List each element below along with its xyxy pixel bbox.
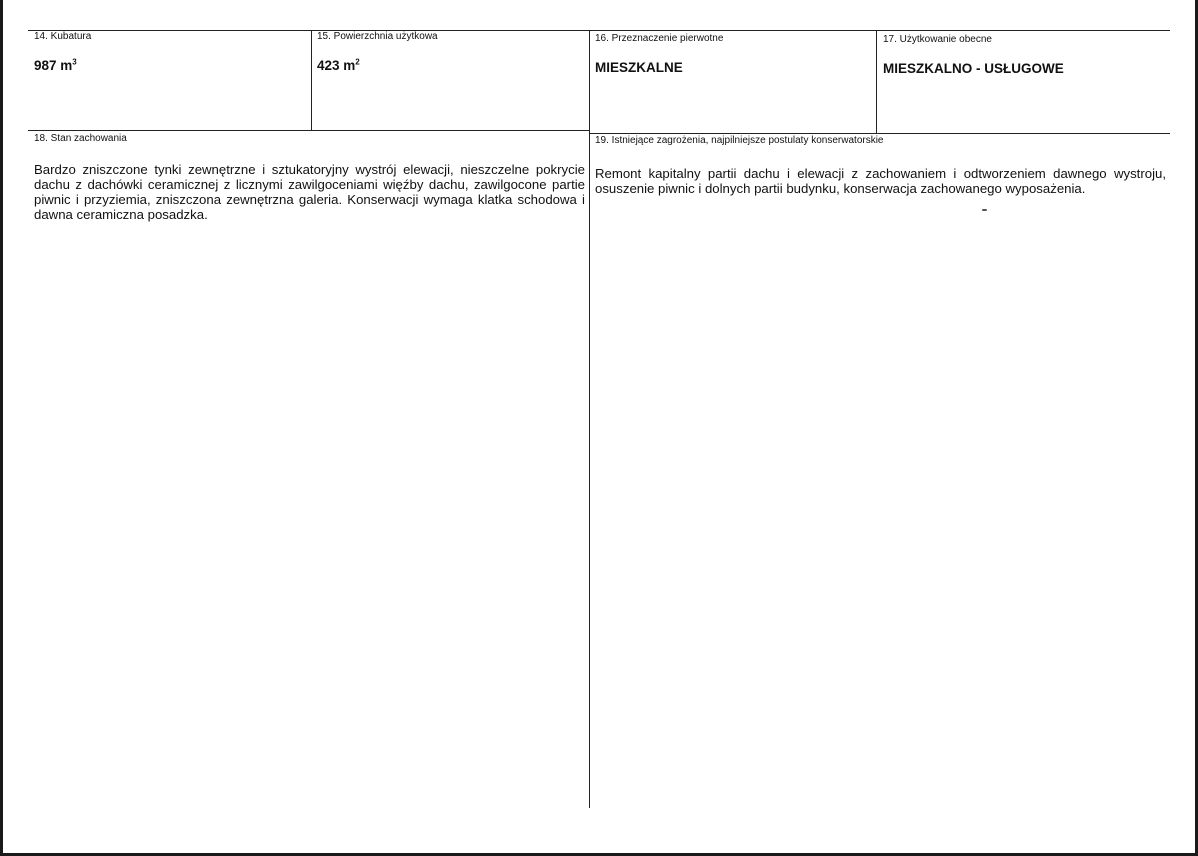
col-divider-3 bbox=[876, 30, 877, 133]
field-16-value: MIESZKALNE bbox=[595, 60, 683, 75]
field-15-number: 423 m bbox=[317, 58, 356, 73]
row-divider-right bbox=[589, 133, 1170, 134]
scan-speck bbox=[982, 209, 987, 211]
field-18-label: 18. Stan zachowania bbox=[34, 133, 127, 144]
top-border bbox=[28, 30, 1170, 31]
field-14-label: 14. Kubatura bbox=[34, 31, 92, 42]
field-14-number: 987 m bbox=[34, 58, 73, 73]
field-19-label: 19. Istniejące zagrożenia, najpilniejsze postulaty konserwatorskie bbox=[595, 135, 884, 146]
field-17-value: MIESZKALNO - USŁUGOWE bbox=[883, 61, 1064, 76]
field-18-text: Bardzo zniszczone tynki zewnętrzne i sztukatoryjny wystrój elewacji, nieszczelne pokrycie dachu z dachówki ceramicznej z licznymi zawilgoceniami więźby dachu, zawilgocone partie piwnic i przyziemia, zniszczona zewnętrzna galeria. Konserwacji wymaga klatka schodowa i dawna ceramiczna posadzka. bbox=[34, 162, 585, 222]
field-14-value bbox=[34, 58, 77, 73]
col-divider-1 bbox=[311, 30, 312, 130]
col-divider-main bbox=[589, 30, 590, 808]
field-15-unit-sup: 2 bbox=[355, 57, 360, 67]
field-16-label: 16. Przeznaczenie pierwotne bbox=[595, 33, 724, 44]
field-15-value bbox=[317, 58, 360, 73]
field-19-text: Remont kapitalny partii dachu i elewacji z zachowaniem i odtworzeniem dawnego wystroju, osuszenie piwnic i dolnych partii budynku, konserwacja zachowanego wyposażenia. bbox=[595, 166, 1166, 196]
row-divider-left bbox=[28, 130, 589, 131]
field-14-unit-sup: 3 bbox=[72, 57, 77, 67]
scan-edge-left bbox=[0, 0, 3, 856]
field-17-label: 17. Użytkowanie obecne bbox=[883, 34, 992, 45]
field-15-label: 15. Powierzchnia użytkowa bbox=[317, 31, 438, 42]
